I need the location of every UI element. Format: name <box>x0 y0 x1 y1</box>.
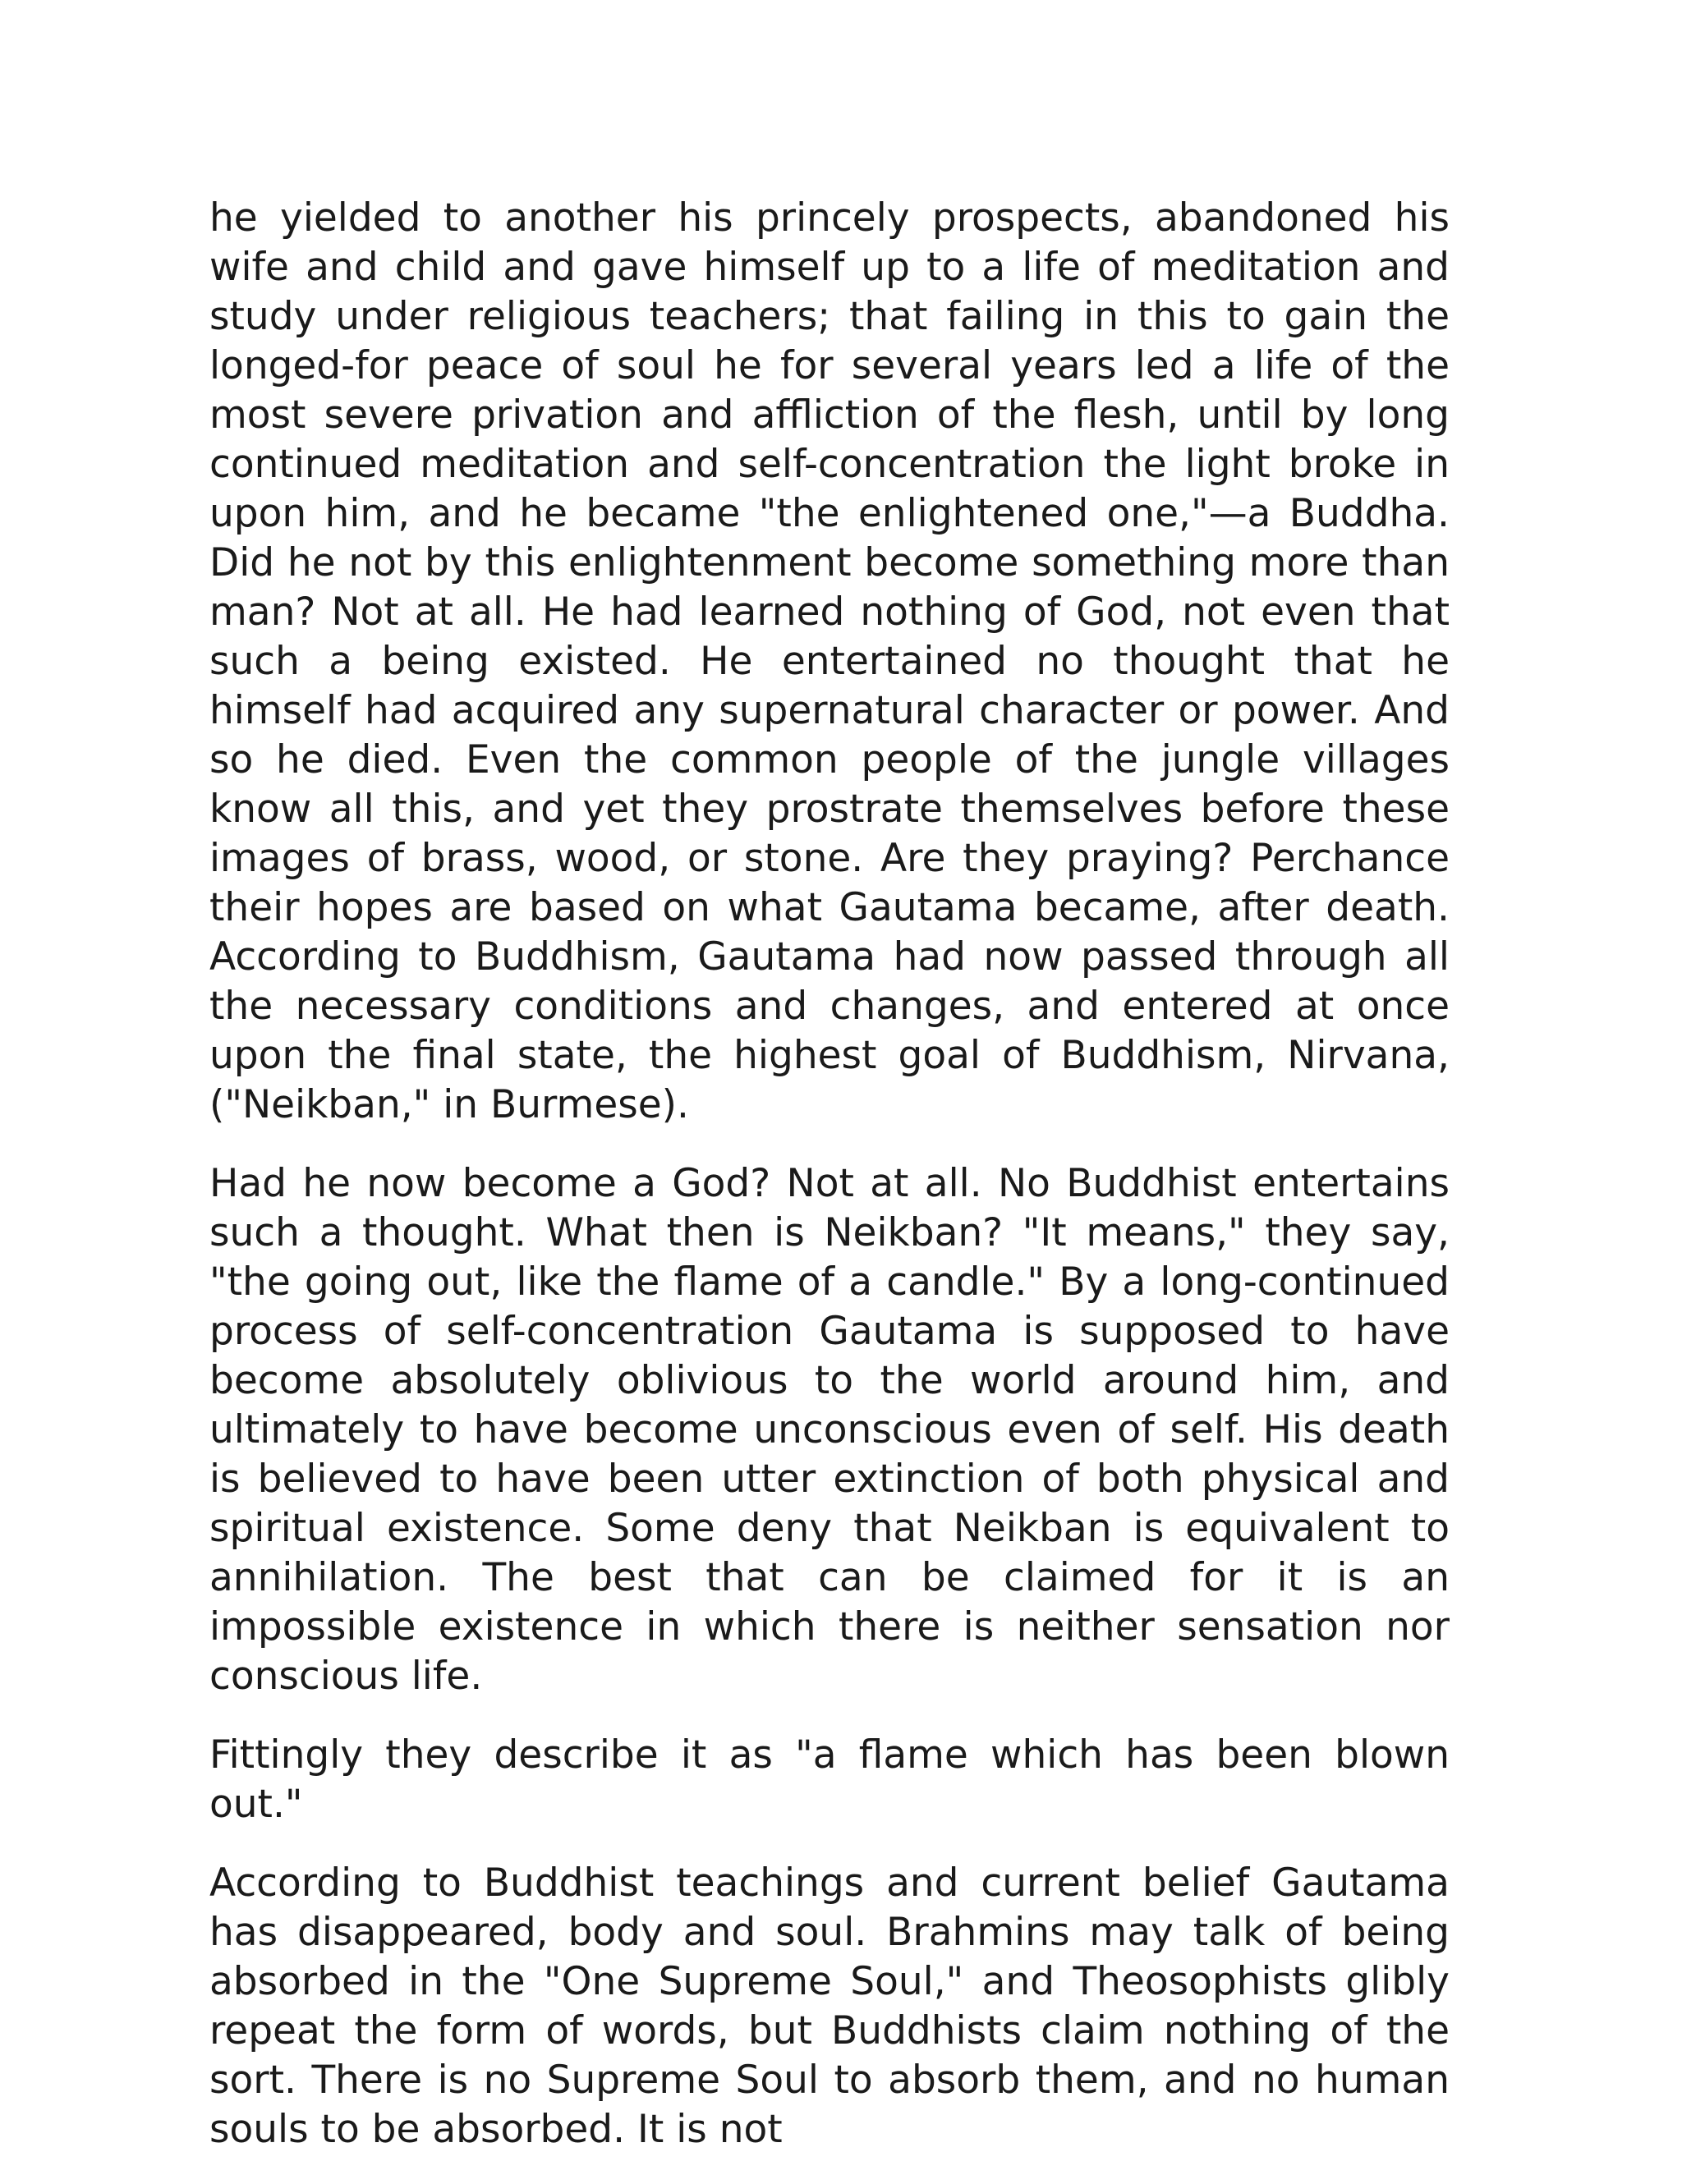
page-body <box>209 194 1450 2184</box>
paragraph-2: Had he now become a God? Not at all. No Buddhist entertains such a thought. What then is Neikban? "It means," they say, "the going out, like the flame of a candle." By a long-continued process of self-concentration Gautama is supposed to have become absolutely oblivious to the world around him, and ultimately to have become unconscious even of self. His death is believed to have been utter extinction of both physical and spiritual existence. Some deny that Neikban is equivalent to annihilation. The best that can be claimed for it is an impossible existence in which there is neither sensation nor conscious life. <box>209 1161 1450 1699</box>
paragraph-4: According to Buddhist teachings and current belief Gautama has disappeared, body and soul. Brahmins may talk of being absorbed in the "One Supreme Soul," and Theosophists glibly repeat the form of words, but Buddhists claim nothing of the sort. There is no Supreme Soul to absorb them, and no human souls to be absorbed. It is not <box>209 1861 1450 2152</box>
paragraph-3: Fittingly they describe it as "a flame which has been blown out." <box>209 1732 1450 1827</box>
paragraph-1: he yielded to another his princely prospects, abandoned his wife and child and gave himself up to a life of meditation and study under religious teachers; that failing in this to gain the longed-for peace of soul he for several years led a life of the most severe privation and affliction of the flesh, until by long continued meditation and self-concentration the light broke in upon him, and he became "the enlightened one,"—a Buddha. Did he not by this enlightenment become something more than man? Not at all. He had learned nothing of God, not even that such a being existed. He entertained no thought that he himself had acquired any supernatural character or power. And so he died. Even the common people of the jungle villages know all this, and yet they prostrate themselves before these images of brass, wood, or stone. Are they praying? Perchance their hopes are based on what Gautama became, after death. According to Buddhism, Gautama had now passed through all the necessary conditions and changes, and entered at once upon the final state, the highest goal of Buddhism, Nirvana, ("Neikban," in Burmese). <box>209 195 1450 1127</box>
